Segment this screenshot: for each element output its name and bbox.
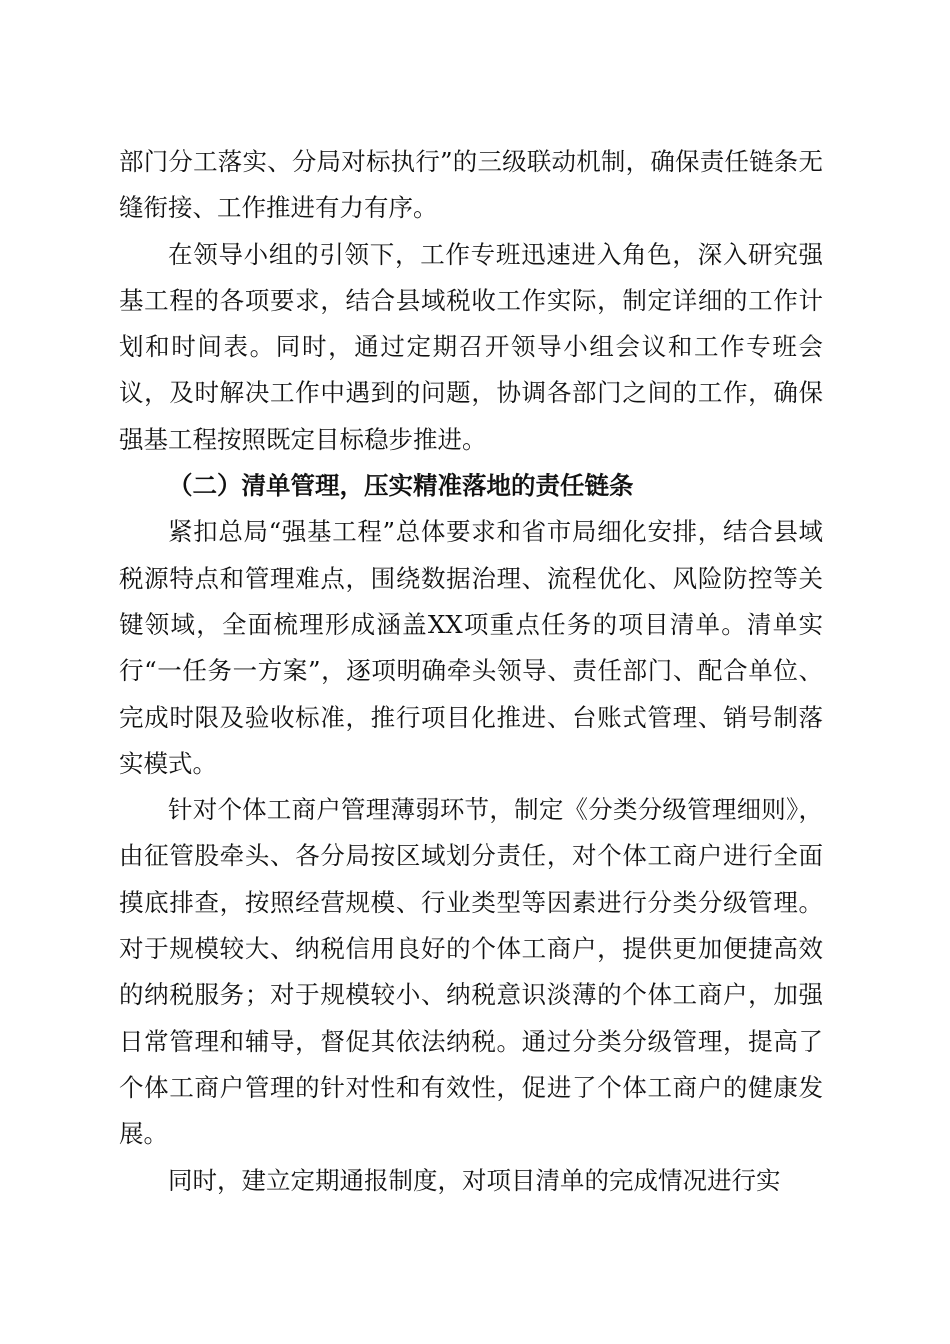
section-heading: （二）清单管理，压实精准落地的责任链条 (168, 471, 634, 501)
paragraph-leadership-group: 在领导小组的引领下，工作专班迅速进入角色，深入研究强基工程的各项要求，结合县域税收工作实际，制定详细的工作计划和时间表。同时，通过定期召开领导小组会议和工作专班会议，及时解决工作中遇到的问题，协调各部门之间的工作，确保强基工程按照既定目标稳步推进。 (119, 239, 823, 454)
paragraph-project-list: 紧扣总局“强基工程”总体要求和省市局细化安排，结合县域税源特点和管理难点，围绕数据治理、流程优化、风险防控等关键领域，全面梳理形成涵盖XX项重点任务的项目清单。清单实行“一任务一方案”，逐项明确牵头领导、责任部门、配合单位、完成时限及验收标准，推行项目化推进、台账式管理、销号制落实模式。 (119, 517, 823, 778)
paragraph-reporting-system: 同时，建立定期通报制度，对项目清单的完成情况进行实 (168, 1165, 781, 1195)
paragraph-continuation: 部门分工落实、分局对标执行”的三级联动机制，确保责任链条无缝衔接、工作推进有力有序。 (119, 147, 823, 223)
paragraph-individual-business: 针对个体工商户管理薄弱环节，制定《分类分级管理细则》，由征管股牵头、各分局按区域划分责任，对个体工商户进行全面摸底排查，按照经营规模、行业类型等因素进行分类分级管理。对于规模较大、纳税信用良好的个体工商户，提供更加便捷高效的纳税服务；对于规模较小、纳税意识淡薄的个体工商户，加强日常管理和辅导，督促其依法纳税。通过分类分级管理，提高了个体工商户管理的针对性和有效性，促进了个体工商户的健康发展。 (119, 795, 823, 1149)
document-body (119, 139, 823, 1204)
